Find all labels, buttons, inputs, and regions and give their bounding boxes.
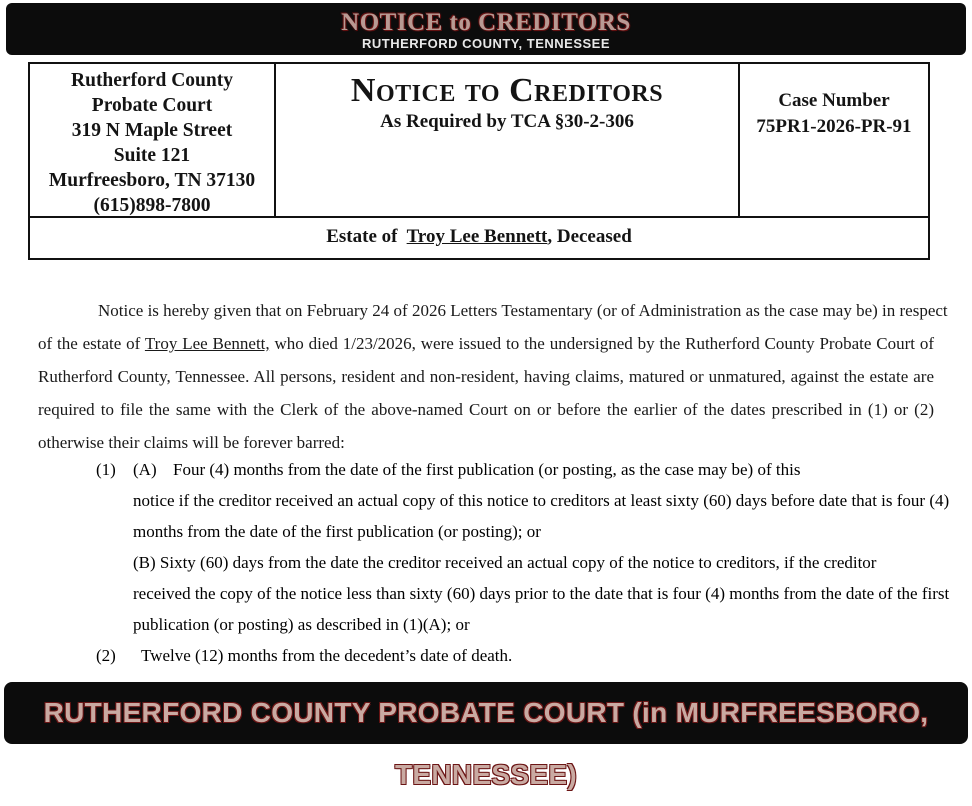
court-city-line: Murfreesboro, TN 37130 — [48, 170, 256, 191]
court-address-block — [30, 64, 276, 216]
court-street-line: 319 N Maple Street — [71, 120, 233, 141]
notice-title-block — [276, 64, 738, 216]
item-2-text: Twelve (12) months from the decedent’s date of death. — [141, 646, 513, 665]
body-text-fragment: who died 1/23/2026, were issued to the undersigned by the Rutherford County Probate Court of — [269, 334, 934, 353]
bottom-banner — [4, 682, 968, 790]
item-1a-line: months from the date of the first publication (or posting); or — [133, 522, 541, 541]
body-line: required to file the same with the Clerk of the above-named Court on or before the earlier of the dates prescribed in (1) or (2) — [38, 400, 934, 419]
estate-row — [30, 216, 928, 258]
item-1a-line: notice if the creditor received an actual copy of this notice to creditors at least sixty (60) days before date that is four (4) — [133, 491, 950, 510]
top-banner — [6, 3, 966, 55]
court-suite-line: Suite 121 — [113, 145, 191, 166]
court-type-line: Probate Court — [91, 95, 213, 116]
body-text-fragment: of the estate of — [38, 334, 145, 353]
decedent-name-inline: Troy Lee Bennett, — [144, 334, 270, 353]
notice-subtitle: As Required by TCA §30-2-306 — [380, 111, 634, 132]
notice-title: Notice to Creditors — [350, 72, 664, 109]
notice-body — [38, 294, 948, 459]
item-2-number: (2) — [96, 646, 116, 665]
court-phone-line: (615)898-7800 — [93, 195, 211, 216]
item-1-number: (1) — [96, 460, 116, 479]
item-1b-line: received the copy of the notice less than sixty (60) days prior to the date that is four (4) months from the date of the first — [133, 584, 950, 603]
decedent-name: Troy Lee Bennett — [406, 226, 548, 247]
case-number-block — [738, 64, 928, 216]
banner-title: NOTICE to CREDITORS — [341, 9, 631, 36]
notice-header-box — [28, 62, 930, 260]
body-line: otherwise their claims will be forever barred: — [38, 433, 345, 452]
body-line — [38, 327, 934, 360]
bottom-banner-text: RUTHERFORD COUNTY PROBATE COURT (in MURFREESBORO, TENNESSEE) — [43, 697, 929, 790]
item-1b-line: (B) Sixty (60) days from the date the creditor received an actual copy of the notice to creditors, if the creditor — [133, 553, 877, 572]
item-1a-line: Four (4) months from the date of the first publication (or posting, as the case may be) of this — [173, 460, 801, 479]
court-name-line: Rutherford County — [71, 70, 233, 91]
case-number-label: Case Number — [778, 90, 890, 111]
notice-paragraph — [38, 294, 948, 459]
body-line: Rutherford County, Tennessee. All persons, resident and non-resident, having claims, matured or unmatured, against the estate are — [38, 367, 934, 386]
case-number-value: 75PR1-2026-PR-91 — [756, 116, 912, 137]
header-row — [30, 64, 928, 218]
item-1a-letter: (A) — [133, 460, 157, 479]
item-1b-line: publication (or posting) as described in (1)(A); or — [133, 615, 470, 634]
estate-prefix: Estate of — [326, 226, 398, 247]
estate-suffix: , Deceased — [547, 226, 632, 247]
body-line: Notice is hereby given that on February 24 of 2026 Letters Testamentary (or of Administration as the case may be) in respect — [98, 301, 948, 320]
banner-subtitle: RUTHERFORD COUNTY, TENNESSEE — [361, 36, 611, 51]
